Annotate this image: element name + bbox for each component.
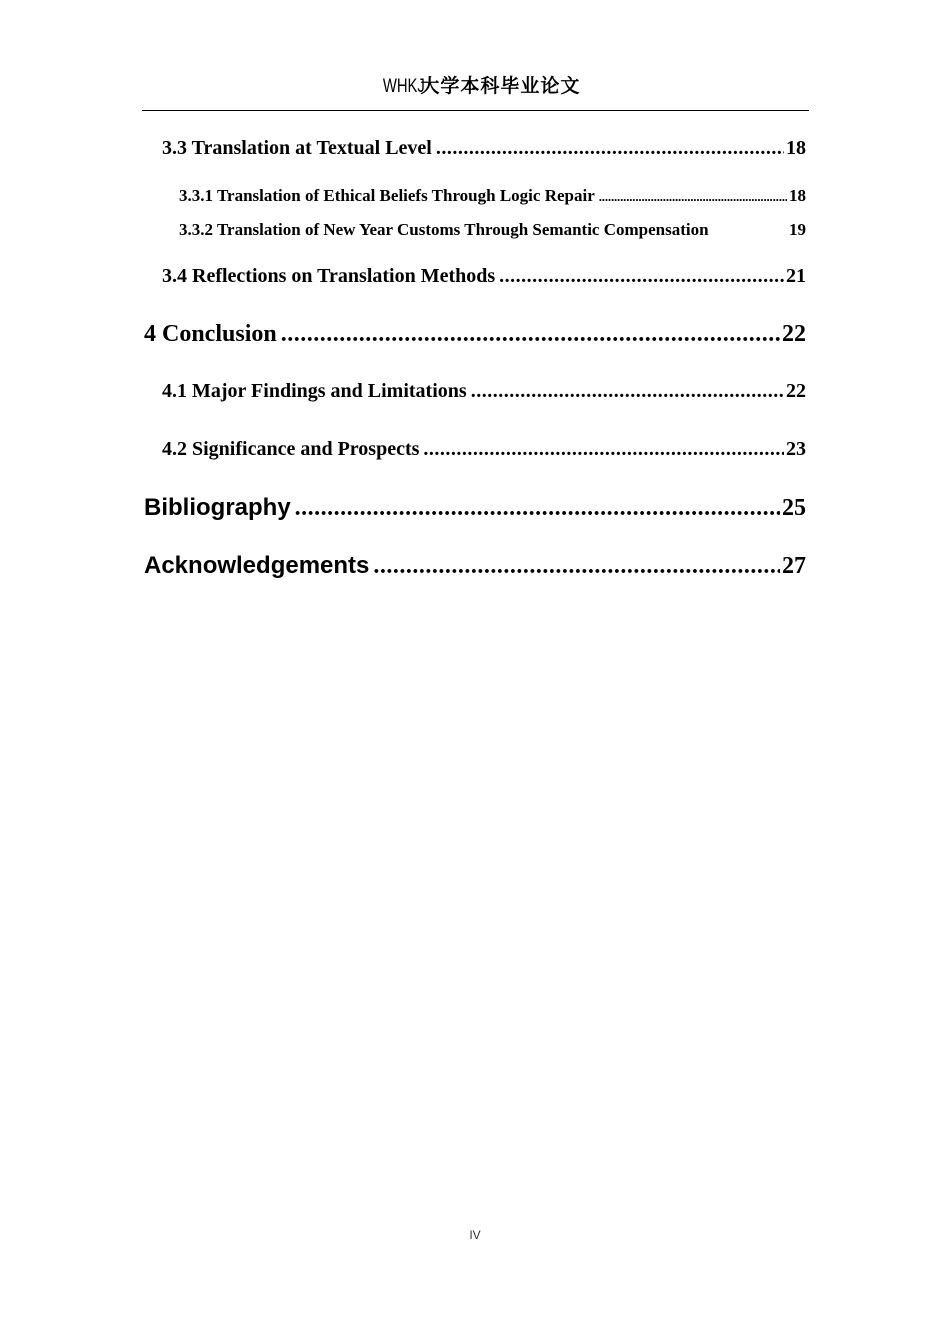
header-title-en: WHKJ	[382, 76, 425, 97]
toc-entry-3-3-1[interactable]	[179, 186, 806, 206]
toc-entry-4-2[interactable]	[162, 438, 806, 461]
toc-entry-page: 27	[782, 553, 806, 579]
running-header	[142, 72, 809, 101]
toc-entry-3-3-2[interactable]	[179, 220, 806, 240]
toc-dot-leader	[423, 438, 784, 461]
toc-entry-label: 4 Conclusion	[144, 321, 277, 347]
toc-dot-leader	[499, 265, 784, 288]
toc-entry-acknowledgements[interactable]	[144, 552, 806, 580]
header-title-zh: 大学本科毕业论文	[420, 75, 581, 97]
toc-entry-label: 4.2 Significance and Prospects	[162, 438, 420, 460]
toc-entry-page: 22	[786, 380, 806, 402]
toc-dot-leader	[436, 137, 784, 160]
toc-entry-label: 4.1 Major Findings and Limitations	[162, 380, 467, 402]
toc-entry-4[interactable]	[144, 321, 806, 348]
toc-dot-leader	[281, 321, 780, 348]
toc-entry-page: 18	[786, 137, 806, 159]
toc-entry-page: 23	[786, 438, 806, 460]
toc-entry-page: 18	[789, 186, 806, 205]
toc-entry-page: 22	[782, 321, 806, 347]
toc-entry-page: 19	[789, 220, 806, 239]
toc-dot-leader	[471, 380, 784, 403]
toc-dot-leader	[295, 495, 780, 522]
toc-dot-leader	[599, 189, 787, 205]
toc-entry-4-1[interactable]	[162, 380, 806, 403]
header-divider	[142, 110, 809, 111]
toc-entry-page: 21	[786, 265, 806, 287]
toc-entry-page: 25	[782, 495, 806, 521]
toc-entry-label: 3.4 Reflections on Translation Methods	[162, 265, 496, 287]
toc-dot-leader	[373, 553, 780, 580]
toc-entry-label: Bibliography	[144, 494, 291, 521]
toc-entry-bibliography[interactable]	[144, 494, 806, 522]
toc-entry-3-4[interactable]	[162, 265, 806, 288]
page-number-footer: IV	[469, 1228, 481, 1242]
toc-entry-label: 3.3 Translation at Textual Level	[162, 137, 432, 159]
toc-entry-label: 3.3.2 Translation of New Year Customs Through Semantic Compensation	[179, 220, 709, 239]
toc-entry-label: 3.3.1 Translation of Ethical Beliefs Through Logic Repair	[179, 186, 595, 205]
toc-entry-label: Acknowledgements	[144, 552, 370, 579]
toc-entry-3-3[interactable]	[162, 137, 806, 160]
